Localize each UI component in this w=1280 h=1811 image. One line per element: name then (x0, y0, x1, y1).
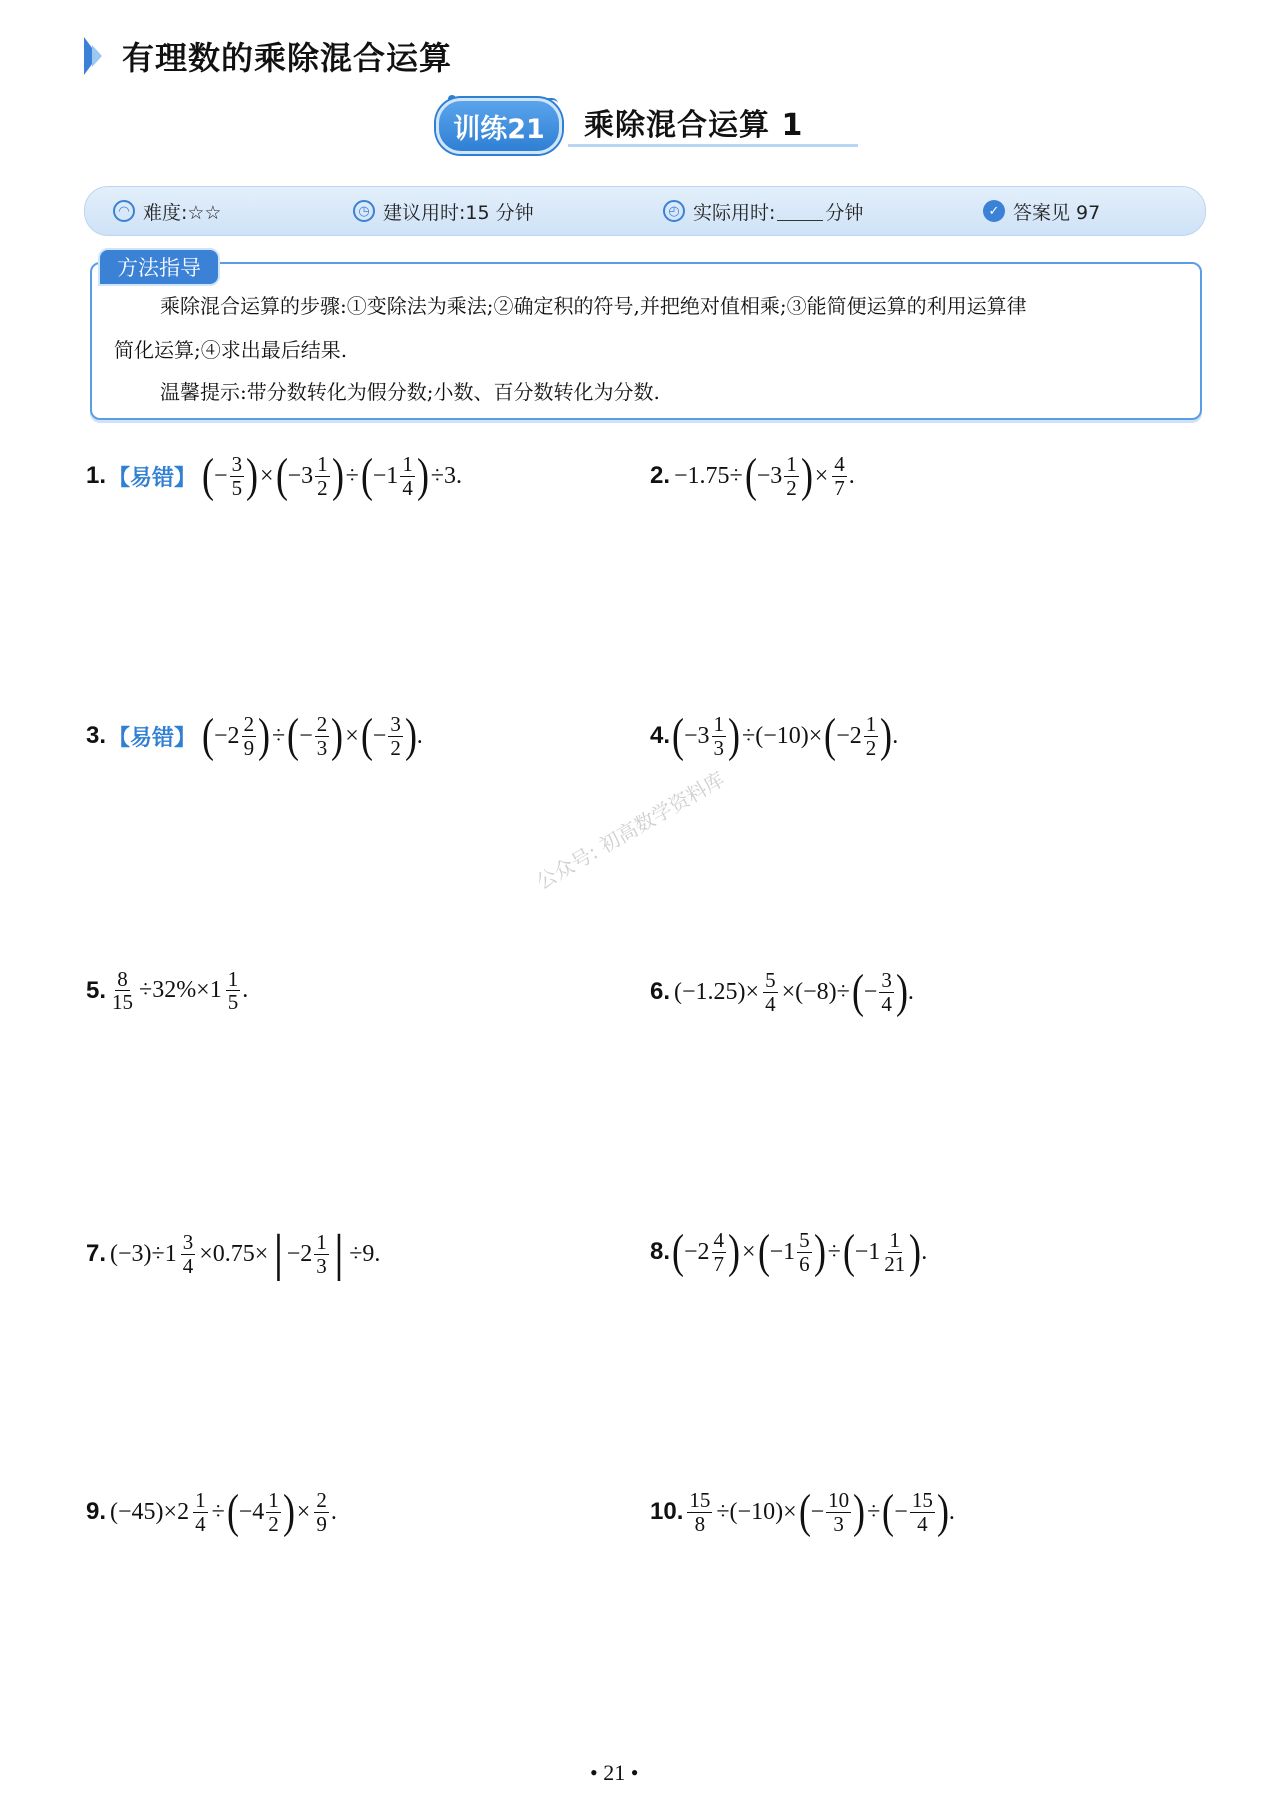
problem-number: 7. (86, 1240, 107, 1267)
info-bar (84, 186, 1206, 236)
suggested-time-text: 建议用时:15 分钟 (383, 201, 534, 224)
problem-10: 10. $\frac{15}{8}$ ÷(−10)× ( − $\frac{10}{3}$ ) ÷ ( − $\frac{15}{4}$ ) . (650, 1485, 955, 1538)
suggested-time-item (353, 187, 534, 235)
answer-ref-text: 答案见 97 (1013, 201, 1101, 224)
problem-number: 9. (86, 1498, 107, 1525)
alarm-clock-icon: ◷ (353, 200, 375, 222)
difficulty-text: 难度:☆☆ (143, 201, 222, 224)
check-circle-icon: ✓ (983, 200, 1005, 222)
problem-number: 4. (650, 722, 671, 749)
problem-number: 2. (650, 462, 671, 489)
problem-4: 4. ( −3 $\frac{1}{3}$ ) ÷(−10)× ( −2 $\frac{1}{2}$ ) . (650, 709, 899, 762)
method-line-1: 乘除混合运算的步骤:①变除法为乘法;②确定积的符号,并把绝对值相乘;③能简便运算的利用运算律 (160, 294, 1027, 318)
problem-number: 5. (86, 976, 107, 1004)
lesson-title: 乘除混合运算 1 (584, 108, 804, 143)
problem-8: 8. ( −2 $\frac{4}{7}$ ) × ( −1 $\frac{5}{6}$ ) ÷ ( −1 $\frac{1}{21}$ ) . (650, 1225, 928, 1278)
method-line-2: 简化运算;④求出最后结果. (114, 338, 348, 362)
timer-icon: ◴ (663, 200, 685, 222)
problem-number: 1. (86, 462, 107, 489)
title-marker-icon (84, 37, 106, 75)
problem-number: 8. (650, 1238, 671, 1265)
answer-ref-item (983, 187, 1100, 235)
problem-6: 6. (−1.25)× $\frac{5}{4}$ ×(−8)÷ ( − $\frac{3}{4}$ ) . (650, 965, 914, 1018)
page-number: • 21 • (590, 1760, 639, 1785)
actual-time-item (663, 187, 863, 235)
lesson-underline (568, 144, 858, 147)
method-box (90, 262, 1202, 420)
problem-3: 3. 【易错】 ( −2 $\frac{2}{9}$ ) ÷ ( − $\frac{2}{3}$ ) × ( − $\frac{3}{2}$ ) . (86, 709, 423, 762)
problem-number: 10. (650, 1498, 684, 1525)
problem-number: 6. (650, 978, 671, 1005)
actual-time-suffix: 分钟 (825, 201, 864, 224)
problem-2: 2. −1.75÷ ( −3 $\frac{1}{2}$ ) × $\frac{4}{7}$ . (650, 449, 855, 502)
error-prone-tag: 【易错】 (108, 464, 197, 490)
difficulty-item (113, 187, 221, 235)
lesson-badge: 训练21 (436, 98, 562, 154)
watermark: 公众号: 初高数学资料库 (532, 766, 729, 895)
method-line-3: 温馨提示:带分数转化为假分数;小数、百分数转化为分数. (160, 380, 660, 404)
problem-7: 7. (−3)÷1 $\frac{3}{4}$ ×0.75× | −2 $\frac{1}{3}$ | ÷9. (86, 1225, 381, 1282)
actual-time-blank[interactable] (777, 202, 823, 221)
problem-9: 9. (−45)×2 $\frac{1}{4}$ ÷ ( −4 $\frac{1}{2}$ ) × $\frac{2}{9}$ . (86, 1485, 337, 1538)
problem-1: 1. 【易错】 ( − $\frac{3}{5}$ ) × ( −3 $\frac{1}{2}$ ) ÷ ( −1 $\frac{1}{4}$ ) ÷3. (86, 449, 462, 502)
page-title: 有理数的乘除混合运算 (122, 39, 453, 77)
wifi-icon: ◠ (113, 200, 135, 222)
problem-number: 3. (86, 722, 107, 749)
problem-5: 5. $\frac{8}{15}$ ÷32%×1 $\frac{1}{5}$ . (86, 967, 249, 1015)
error-prone-tag: 【易错】 (108, 724, 197, 750)
method-tag: 方法指导 (98, 248, 220, 286)
actual-time-prefix: 实际用时: (693, 201, 776, 224)
page-header (84, 30, 452, 82)
